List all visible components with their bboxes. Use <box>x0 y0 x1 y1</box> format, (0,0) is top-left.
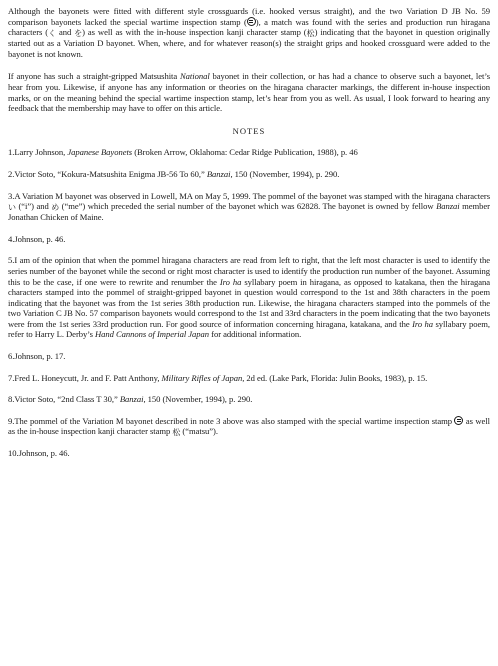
text-span: , 150 (November, 1994), p. 290. <box>230 168 340 179</box>
note-9 <box>8 416 490 438</box>
hiragana-ku-glyph: く <box>48 29 57 39</box>
text-span: member Jonathan Chicken of Maine. <box>8 201 490 223</box>
italic-text: Banzai <box>119 394 144 405</box>
note-2 <box>8 169 490 180</box>
kanji-matsu-stamp-glyph: 松 <box>172 428 181 438</box>
text-span: , 2d ed. (Lake Park, Florida: Julin Books, 1983), p. 15. <box>242 372 428 383</box>
text-span: 3.A Variation M bayonet was observed in Lowell, MA on May 5, 1999. The pommel of the bayonet was stamped with the hiragana characters <box>8 190 490 201</box>
text-span: 9.The pommel of the Variation M bayonet described in note 3 above was also stamped with the special wartime inspection stamp <box>8 415 455 426</box>
text-span: and <box>56 27 75 38</box>
hiragana-me-glyph: め <box>51 203 60 213</box>
note-10: 10.Johnson, p. 46. <box>8 448 70 459</box>
wartime-inspection-stamp-icon <box>247 17 256 26</box>
hiragana-wo-glyph: を <box>74 29 83 39</box>
text-span: syllabary poem, refer to Harry L. Derby’s <box>8 318 490 340</box>
text-span: 8.Victor Soto, “2nd Class T 30,” <box>8 394 120 405</box>
italic-text: Iro ha <box>412 318 434 329</box>
note-4: 4.Johnson, p. 46. <box>8 233 66 244</box>
italic-text: Banzai <box>206 168 231 179</box>
text-span: as well as the in-house inspection kanji character stamp <box>8 415 490 437</box>
text-span: Although the bayonets were fitted with different style crossguards (i.e. hooked versus straight), and the two Variation D JB No. 59 comparison bayonets lacked the special wartime inspection stamp ( <box>8 6 490 27</box>
text-span: syllabary poem in hiragana, as opposed to katakana, then the hiragana characters stamped into the pommel of straight-gripped bayonet in question would correspond to the 1st and 38th characters in the poem indicating that the bayonet was from the 1st series 38th production run. Likewise, the hiragana characters stamped into the pommels of the two Variation C JB No. 57 comparison bayonets would correspond to the 1st and 33rd characters in the poem indicating that the two bayonets were from the 1st series 33rd production run. For good source of information concerning hiragana, katakana, and the <box>8 276 490 329</box>
text-span: 7.Fred L. Honeycutt, Jr. and F. Patt Anthony, <box>8 372 162 383</box>
note-7 <box>8 373 490 384</box>
text-span: (“matsu”). <box>180 426 218 437</box>
text-span: If anyone has such a straight-gripped Matsushita <box>8 71 180 82</box>
italic-text: National <box>179 71 210 82</box>
text-span: 1.Larry Johnson, <box>8 147 68 158</box>
text-span: ) as well as with the in-house inspection kanji character stamp ( <box>82 27 307 38</box>
italic-text: Military Rifles of Japan <box>161 372 243 383</box>
text-span: ) indicating that the bayonet in question originally started out as a Variation D bayonet. When, where, and for whatever reason(s) the straight grips and hooked crossguard were added to the bayonet is not known. <box>8 27 491 59</box>
text-span: , 150 (November, 1994), p. 290. <box>143 394 253 405</box>
italic-text: Iro ha <box>219 276 242 287</box>
italic-text: Banzai <box>436 201 460 212</box>
italic-text: Hand Cannons of Imperial Japan <box>95 329 210 340</box>
text-span: bayonet in their collection, or has had a chance to observe such a bayonet, let’s hear from you. Likewise, if anyone has any information or theories on the hiragana character markings, the different in-house inspection marks, or on the meaning behind the special wartime inspection stamp, let’s hear from you as well. As usual, I look forward to hearing any feedback that the membership may have to offer on this article. <box>8 71 490 114</box>
text-span: (Broken Arrow, Oklahoma: Cedar Ridge Publication, 1988), p. 46 <box>132 147 358 158</box>
body-paragraph-2 <box>8 71 490 113</box>
note-8 <box>8 394 490 405</box>
text-span: ), a match was found with the series and production run hiragana characters ( <box>8 16 490 38</box>
text-span: (“me”) which preceded the serial number of the bayonet which was 62828. The bayonet is owned by fellow <box>59 201 437 212</box>
text-span: 5.I am of the opinion that when the pommel hiragana characters are read from left to right, that the left most character is used to identify the series number of the bayonet while the second or right most character is used to identify the production run number of the bayonet. Assuming this to be the case, if one were to rewrite and renumber the <box>8 255 490 287</box>
body-paragraph-1 <box>8 6 490 59</box>
note-1 <box>8 147 490 158</box>
note-6: 6.Johnson, p. 17. <box>8 351 66 362</box>
note-5 <box>8 255 490 340</box>
kanji-matsu-stamp-glyph: 松 <box>306 29 315 39</box>
italic-text: Japanese Bayonets <box>67 147 133 158</box>
text-span: (“i”) and <box>15 201 52 212</box>
text-span: for additional information. <box>209 329 302 340</box>
note-3 <box>8 191 490 223</box>
notes-heading: NOTES <box>232 125 266 136</box>
text-span: 2.Victor Soto, “Kokura-Matsushita Enigma JB-56 To 60,” <box>8 168 207 179</box>
hiragana-i-glyph: い <box>8 203 16 213</box>
